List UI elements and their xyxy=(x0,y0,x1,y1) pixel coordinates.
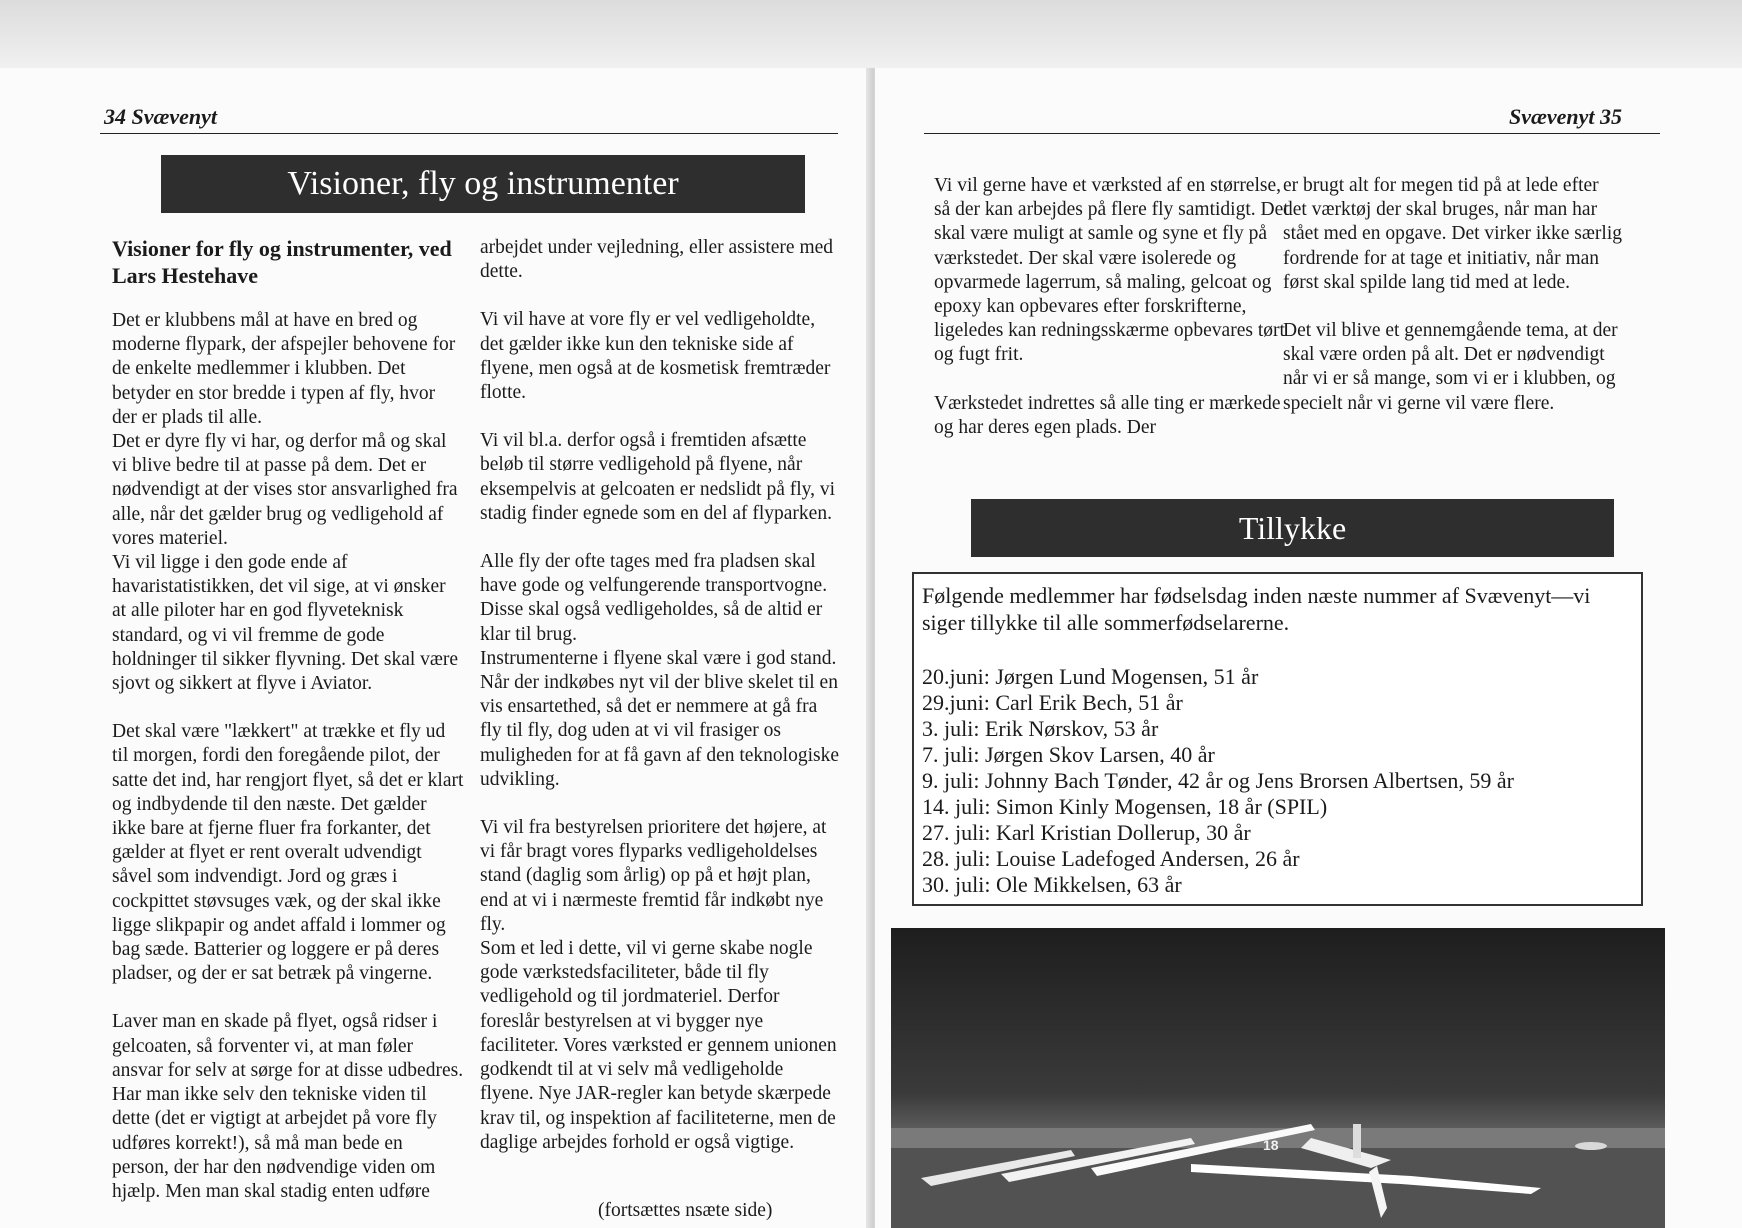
paragraph: Vi vil gerne have et værksted af en størrelse, så der kan arbejdes på flere fly samtidigt. Det skal være muligt at samle og syne et fly på værkstedet. Der skal være isolerede og opvarmede lagerrum, så maling, gelcoat og epoxy kan opbevares efter forskrifterne, ligeledes kan redningsskærme opbevares tørt og fugt frit. xyxy=(934,175,1289,366)
birthday-entry: 20.juni: Jørgen Lund Mogensen, 51 år xyxy=(922,664,1259,689)
paragraph: Laver man en skade på flyet, også ridser i gelcoaten, så forventer vi, at man føler ansvar for selv at sørge for at disse udbedres. Har man ikke selv den tekniske viden til dette (det er vigtigt at arbejdet på vore fly udføres korrekt!), så må man bede en person, der har den nødvendige viden om hjælp. Men man skal stadig enten udføre xyxy=(112,1011,464,1202)
paragraph: Vi vil ligge i den gode ende af havaristatistikken, det vil sige, at vi ønsker at alle piloter har en god flyveteknisk standard, og vi vil fremme de gode holdninger til sikker flyvning. Det skal være sjovt og sikkert at flyve i Aviator. xyxy=(112,552,459,695)
right-column-1 xyxy=(934,174,1289,464)
birthday-entry: 9. juli: Johnny Bach Tønder, 42 år og Jens Brorsen Albertsen, 59 år xyxy=(922,768,1515,793)
birthday-entry: 28. juli: Louise Ladefoged Andersen, 26 år xyxy=(922,846,1300,871)
birthday-entry: 14. juli: Simon Kinly Mogensen, 18 år (SPIL) xyxy=(922,794,1328,819)
section-title: Tillykke xyxy=(1238,510,1347,546)
section-title: Visioner, fly og instrumenter xyxy=(287,165,679,202)
paragraph: Vi vil fra bestyrelsen prioritere det højere, at vi får bragt vores flyparks vedligeholdelses stand (daglig som årlig) op på et højt plan, end at vi i nærmeste fremtid får indkøbt nye fly. xyxy=(480,817,827,935)
birthday-box xyxy=(912,572,1643,906)
paragraph: Vi vil bl.a. derfor også i fremtiden afsætte beløb til større vedligehold på flyene, når eksempelvis at gelcoaten er nedslidt på fly, vi stadig finder egnede som en del af flyparken. xyxy=(480,430,836,524)
glider-photo xyxy=(891,928,1665,1228)
birthday-entry: 30. juli: Ole Mikkelsen, 63 år xyxy=(922,872,1182,897)
left-running-head: 34 Svævenyt xyxy=(104,104,218,129)
birthday-entry: 3. juli: Erik Nørskov, 53 år xyxy=(922,716,1159,741)
article-headline: Visioner for fly og instrumenter, ved Lars Hestehave xyxy=(112,236,452,288)
paragraph: Vi vil have at vore fly er vel vedligeholdte, det gælder ikke kun den tekniske side af flyene, men også at de kosmetisk fremtræder flotte. xyxy=(480,309,831,404)
title-bar-tillykke xyxy=(971,499,1614,557)
glider-number: 18 xyxy=(1263,1137,1279,1153)
paragraph: Det er dyre fly vi har, og derfor må og skal vi blive bedre til at passe på dem. Det er nødvendigt at der vises stor ansvarlighed fra alle, når det gælder brug og vedligehold af vores materiel. xyxy=(112,431,458,549)
glider-photo-image xyxy=(891,928,1665,1228)
right-header-rule xyxy=(924,133,1660,134)
paragraph: arbejdet under vejledning, eller assistere med dette. xyxy=(480,237,834,283)
birthday-entry: 7. juli: Jørgen Skov Larsen, 40 år xyxy=(922,742,1215,767)
left-header-rule xyxy=(100,133,838,134)
paragraph: Værkstedet indrettes så alle ting er mærkede og har deres egen plads. Der xyxy=(934,392,1281,438)
distant-aircraft xyxy=(1575,1142,1607,1150)
paragraph: Det skal være "lækkert" at trække et fly ud til morgen, fordi den foregående pilot, der satte det ind, har rengjort flyet, så det er klart og indbydende til den næste. Det gælder ikke bare at fjerne fluer fra forkanter, det gælder at flyet er rent overalt udvendigt såvel som indvendigt. Jord og græs i cockpittet støvsuges væk, og der skal ikke ligge slikpapir og andet affald i lommer og bag sæde. Batterier og loggere er på deres pladser, og der er sat betræk på vingerne. xyxy=(112,721,464,985)
scanner-edge xyxy=(0,0,1742,70)
paragraph: Som et led i dette, vil vi gerne skabe nogle gode værkstedsfaciliteter, både til fly vedligehold og til jordmateriel. Derfor foreslår bestyrelsen at vi bygger nye faciliteter. Vores værksted er gennem unionen godkendt til at vi selv må vedligeholde flyene. Nye JAR-regler kan betyde skærpede krav til, og inspektion af faciliteterne, men de daglige arbejdes forhold er også vigtige. xyxy=(480,938,837,1153)
paragraph: Det er klubbens mål at have en bred og moderne flypark, der afspejler behovene for de enkelte medlemmer i klubben. Det betyder en stor bredde i typen af fly, hvor der er plads til alle. xyxy=(112,310,456,428)
right-column-2 xyxy=(1283,174,1623,440)
left-column-2 xyxy=(480,236,840,1179)
paragraph: Det vil blive et gennemgående tema, at der skal være orden på alt. Det er nødvendigt når vi er så mange, som vi er i klubben, og specielt når vi gerne vil være flere. xyxy=(1283,320,1618,414)
paragraph: Instrumenterne i flyene skal være i god stand. Når der indkøbes nyt vil der blive skelet til en vis ensartethed, så det er nemmere at gå fra fly til fly, dog uden at vi vil frasiger os muligheden for at få gavn af den teknologiske udvikling. xyxy=(480,647,840,790)
glider-tail xyxy=(1353,1124,1361,1158)
birthday-intro: Følgende medlemmer har fødselsdag inden næste nummer af Svævenyt—vi siger tillykke til alle sommerfødselarerne. xyxy=(922,583,1591,635)
paragraph: er brugt alt for megen tid på at lede efter det værktøj der skal bruges, når man har stået med en opgave. Det virker ikke særlig fordrende for at tage et initiativ, når man først skal spilde lang tid med at lede. xyxy=(1283,175,1622,293)
birthday-entry: 27. juli: Karl Kristian Dollerup, 30 år xyxy=(922,820,1251,845)
airfield-ground xyxy=(891,1148,1665,1228)
continued-note: (fortsættes nsæte side) xyxy=(598,1200,773,1221)
birthday-entry: 29.juni: Carl Erik Bech, 51 år xyxy=(922,690,1183,715)
paragraph: Alle fly der ofte tages med fra pladsen skal have gode og velfungerende transportvogne. Disse skal også vedligeholdes, så de altid er klar til brug. xyxy=(480,551,828,645)
left-column-1 xyxy=(112,235,464,1228)
right-running-head: Svævenyt 35 xyxy=(1509,104,1623,129)
title-bar-visioner xyxy=(161,155,805,213)
